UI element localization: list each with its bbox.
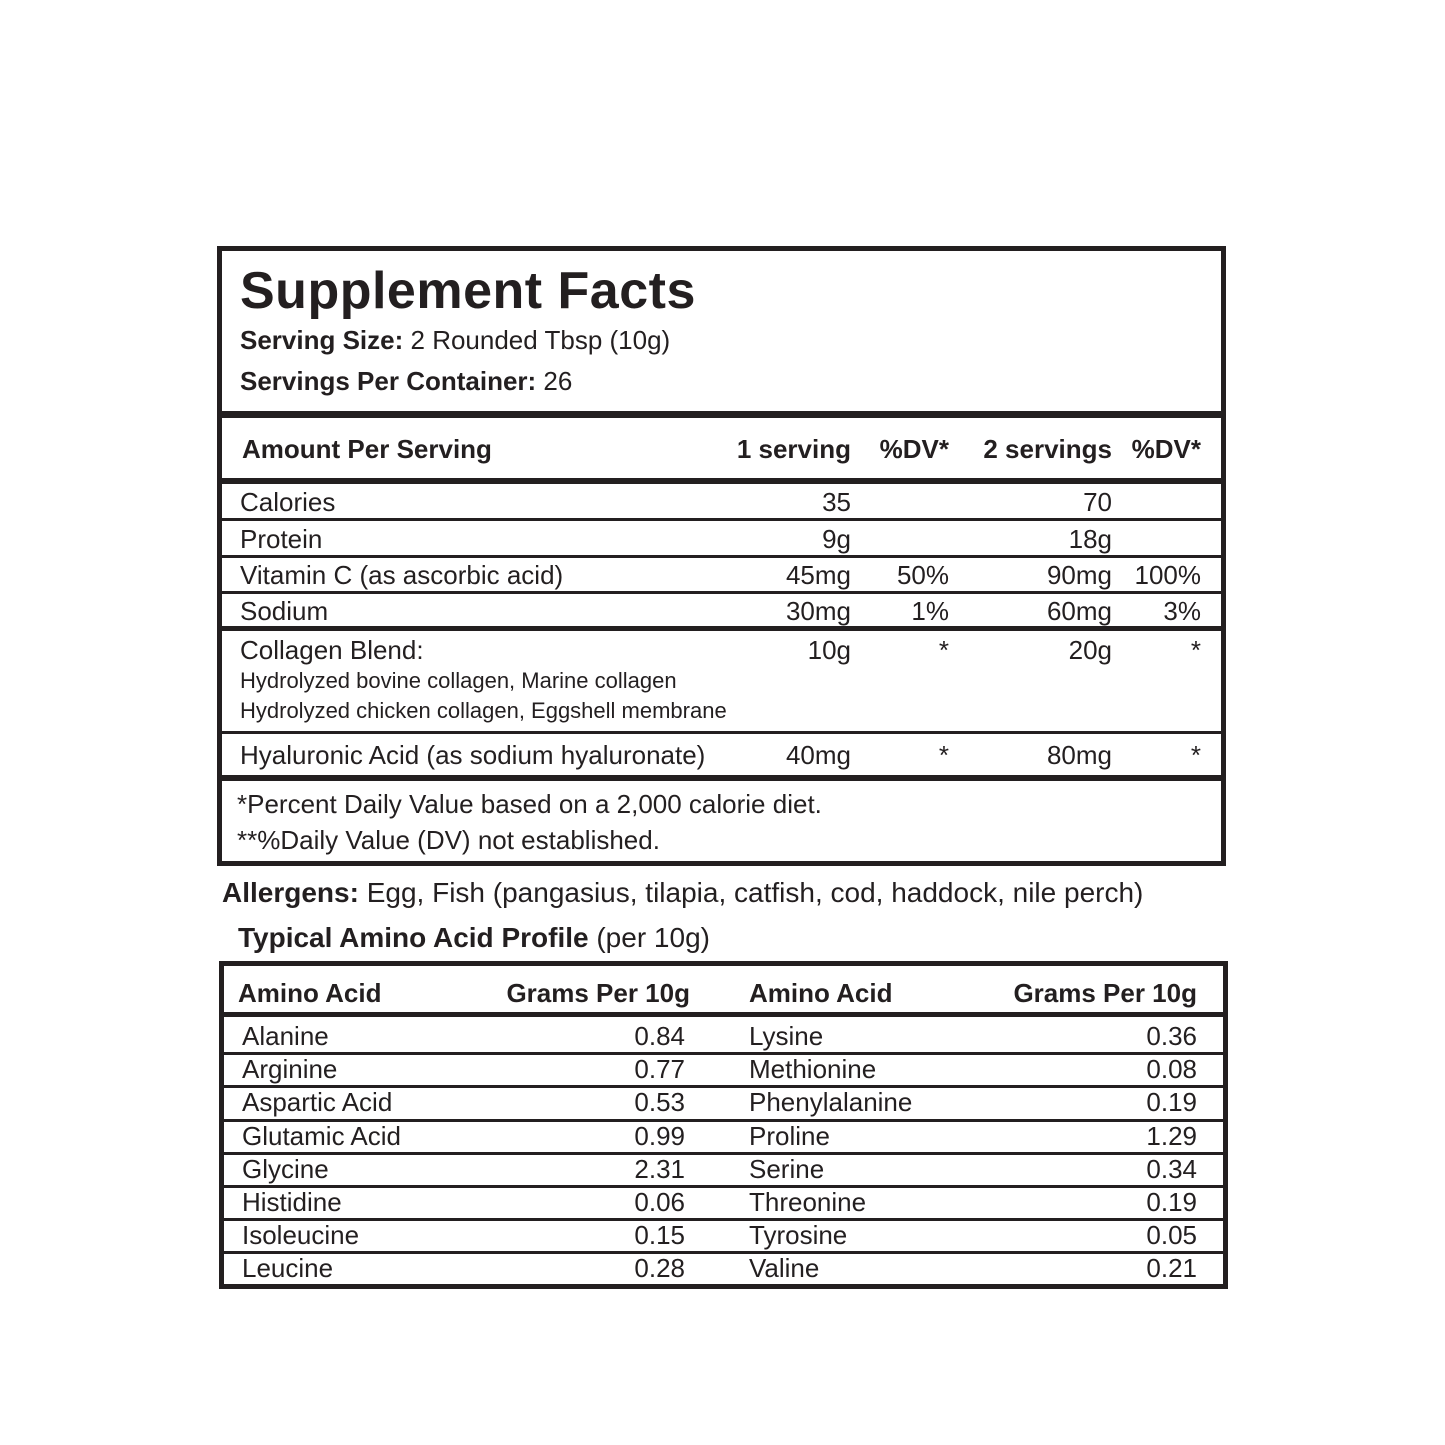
supplement-facts-panel bbox=[217, 246, 1226, 866]
nutrient-dv1: 1% bbox=[911, 596, 949, 626]
row-divider bbox=[224, 1152, 1223, 1155]
amino-value-left: 0.28 bbox=[634, 1253, 685, 1284]
row-divider bbox=[224, 1251, 1223, 1254]
amino-name-right: Tyrosine bbox=[749, 1220, 848, 1251]
amino-title: Typical Amino Acid Profile bbox=[238, 922, 589, 953]
servings-per-container bbox=[240, 366, 572, 397]
nutrient-one: 35 bbox=[822, 487, 851, 517]
amino-acid-table bbox=[219, 961, 1228, 1289]
amino-value-right: 0.36 bbox=[1146, 1021, 1197, 1051]
header-two-servings: 2 servings bbox=[983, 434, 1112, 464]
footnote-dv: *Percent Daily Value based on a 2,000 calorie diet. bbox=[237, 789, 822, 819]
panel-title: Supplement Facts bbox=[240, 262, 696, 320]
collagen-sources-line2: Hydrolyzed chicken collagen, Eggshell membrane bbox=[240, 698, 727, 723]
amino-value-left: 0.99 bbox=[634, 1120, 685, 1151]
footnote-not-established: **%Daily Value (DV) not established. bbox=[237, 825, 660, 855]
amino-name-right: Phenylalanine bbox=[749, 1087, 913, 1118]
amino-name-left: Aspartic Acid bbox=[242, 1087, 393, 1118]
amino-name-left: Glutamic Acid bbox=[242, 1120, 401, 1151]
amino-name-right: Methionine bbox=[749, 1054, 877, 1085]
nutrient-dv2: * bbox=[1190, 740, 1201, 770]
nutrient-one: 30mg bbox=[785, 596, 851, 626]
amino-name-left: Arginine bbox=[242, 1054, 338, 1085]
divider bbox=[222, 518, 1221, 521]
row-divider bbox=[224, 1052, 1223, 1055]
header-amount: Amount Per Serving bbox=[242, 434, 492, 464]
divider-thick bbox=[222, 411, 1221, 418]
amino-name-left: Glycine bbox=[242, 1153, 329, 1184]
amino-name-left: Histidine bbox=[242, 1187, 342, 1217]
nutrient-two: 70 bbox=[1083, 487, 1112, 517]
nutrient-two: 80mg bbox=[1046, 740, 1112, 770]
allergens-value: Egg, Fish (pangasius, tilapia, catfish, cod, haddock, nile perch) bbox=[358, 877, 1144, 908]
header-dv2: %DV* bbox=[1131, 434, 1201, 464]
nutrient-name: Vitamin C (as ascorbic acid) bbox=[240, 560, 564, 590]
amino-value-right: 0.21 bbox=[1146, 1253, 1197, 1284]
nutrient-dv1: 50% bbox=[896, 560, 949, 590]
nutrient-name: Sodium bbox=[240, 596, 329, 626]
nutrient-dv2: * bbox=[1190, 635, 1201, 665]
nutrient-two: 60mg bbox=[1046, 596, 1112, 626]
amino-name-left: Isoleucine bbox=[242, 1220, 360, 1251]
divider-thick bbox=[224, 1012, 1223, 1017]
amino-title-suffix: (per 10g) bbox=[588, 922, 710, 953]
nutrient-two: 20g bbox=[1068, 635, 1112, 665]
divider bbox=[222, 591, 1221, 594]
nutrient-two: 18g bbox=[1068, 524, 1112, 554]
divider-thick bbox=[222, 478, 1221, 484]
header-amino-acid-right: Amino Acid bbox=[749, 978, 893, 1008]
nutrient-name: Hyaluronic Acid (as sodium hyaluronate) bbox=[240, 740, 706, 770]
amino-name-right: Serine bbox=[749, 1153, 825, 1184]
allergens-label: Allergens: bbox=[222, 877, 359, 908]
amino-value-left: 0.77 bbox=[634, 1054, 685, 1085]
amino-value-right: 0.34 bbox=[1146, 1153, 1197, 1184]
nutrient-dv1: * bbox=[938, 740, 949, 770]
nutrient-dv2: 3% bbox=[1163, 596, 1201, 626]
amino-value-right: 0.05 bbox=[1146, 1220, 1197, 1251]
serving-size-label: Serving Size: bbox=[240, 325, 404, 355]
amino-value-right: 0.19 bbox=[1146, 1187, 1197, 1217]
amino-name-right: Valine bbox=[749, 1253, 820, 1284]
amino-value-left: 0.53 bbox=[634, 1087, 685, 1118]
nutrient-name: Calories bbox=[240, 487, 336, 517]
header-grams-right: Grams Per 10g bbox=[1013, 978, 1197, 1008]
nutrient-one: 10g bbox=[807, 635, 851, 665]
serving-size-value: 2 Rounded Tbsp (10g) bbox=[403, 325, 671, 355]
amino-name-right: Threonine bbox=[749, 1187, 867, 1217]
amino-name-left: Leucine bbox=[242, 1253, 334, 1284]
serving-size bbox=[240, 325, 670, 356]
divider-thick bbox=[222, 775, 1221, 781]
amino-value-right: 0.08 bbox=[1146, 1054, 1197, 1085]
nutrient-dv1: * bbox=[938, 635, 949, 665]
amino-value-left: 0.15 bbox=[634, 1220, 685, 1251]
amino-name-right: Lysine bbox=[749, 1021, 824, 1051]
allergens-statement bbox=[222, 877, 1143, 909]
header-dv1: %DV* bbox=[879, 434, 949, 464]
amino-value-left: 2.31 bbox=[634, 1153, 685, 1184]
nutrient-dv2: 100% bbox=[1134, 560, 1201, 590]
nutrient-one: 45mg bbox=[785, 560, 851, 590]
servings-label: Servings Per Container: bbox=[240, 366, 537, 396]
row-divider bbox=[224, 1218, 1223, 1221]
nutrient-one: 9g bbox=[822, 524, 851, 554]
nutrient-name: Protein bbox=[240, 524, 323, 554]
row-divider bbox=[224, 1185, 1223, 1188]
header-one-serving: 1 serving bbox=[736, 434, 851, 464]
header-amino-acid-left: Amino Acid bbox=[238, 978, 382, 1008]
divider bbox=[222, 555, 1221, 558]
amino-name-left: Alanine bbox=[242, 1021, 329, 1051]
amino-value-left: 0.06 bbox=[634, 1187, 685, 1217]
amino-profile-title bbox=[238, 922, 710, 954]
nutrient-name: Collagen Blend: bbox=[240, 635, 424, 665]
divider bbox=[222, 731, 1221, 734]
divider bbox=[222, 626, 1221, 631]
nutrient-one: 40mg bbox=[785, 740, 851, 770]
nutrient-two: 90mg bbox=[1046, 560, 1112, 590]
amino-value-left: 0.84 bbox=[634, 1021, 685, 1051]
amino-value-right: 0.19 bbox=[1146, 1087, 1197, 1118]
servings-value: 26 bbox=[536, 366, 573, 396]
collagen-sources-line1: Hydrolyzed bovine collagen, Marine collagen bbox=[240, 668, 677, 693]
amino-name-right: Proline bbox=[749, 1120, 830, 1151]
header-grams-left: Grams Per 10g bbox=[506, 978, 690, 1008]
amino-value-right: 1.29 bbox=[1146, 1120, 1197, 1151]
